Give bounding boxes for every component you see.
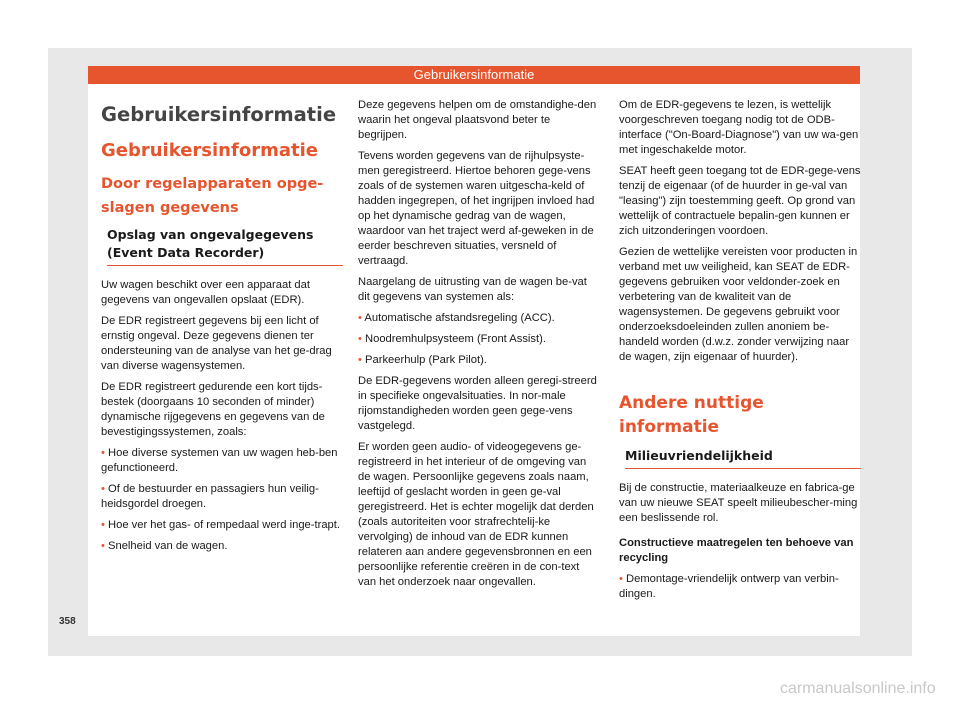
- list-item: • Parkeerhulp (Park Pilot).: [358, 354, 487, 366]
- subsection-title: Andere nuttige informatie: [619, 393, 764, 437]
- watermark: carmanualsonline.info: [780, 680, 936, 697]
- bullet-icon: •: [101, 540, 105, 552]
- list-item: • Demontage-vriendelijk ontwerp van verbin-dingen.: [619, 573, 839, 600]
- bullet-icon: •: [358, 333, 362, 345]
- bullet-icon: •: [101, 519, 105, 531]
- running-header: Gebruikersinformatie: [88, 66, 860, 84]
- subsection-title: Door regelapparaten opge-slagen gegevens: [101, 176, 324, 216]
- paragraph: De EDR registreert gedurende een kort tijds-bestek (doorgaans 10 seconden of minder) dynamische rijgegevens en gegevens van de bevestigingssystemen, zoals:: [101, 381, 325, 438]
- subheading: Constructieve maatregelen ten behoeve van recycling: [619, 537, 854, 564]
- bullet-icon: •: [358, 354, 362, 366]
- paragraph: Tevens worden gegevens van de rijhulpsyste-men geregistreerd. Hiertoe behoren gege-vens zoals of de systemen waren uitgescha-keld of hadden ingegrepen, of het ingrijpen invloed had op het dynamische gedrag van de wagen, waardoor van het traject werd af-geweken in de eerder beschreven situaties, versneld of vertraagd.: [358, 150, 595, 267]
- paragraph: Naargelang de uitrusting van de wagen be-vat dit gegevens van systemen als:: [358, 276, 587, 303]
- column-right: [619, 98, 861, 602]
- paragraph: Bij de constructie, materiaalkeuze en fabrica-ge van uw nieuwe SEAT speelt milieubescher-ming een beslissende rol.: [619, 482, 858, 524]
- list-item: • Snelheid van de wagen.: [101, 540, 228, 552]
- list-item: • Automatische afstandsregeling (ACC).: [358, 312, 555, 324]
- paragraph: De EDR registreert gegevens bij een licht of ernstig ongeval. Deze gegevens dienen ter ondersteuning van de analyse van het ge-drag van diverse wagensystemen.: [101, 315, 332, 372]
- list-item: • Noodremhulpsysteem (Front Assist).: [358, 333, 546, 345]
- bullet-icon: •: [619, 573, 623, 585]
- topic-title: Opslag van ongevalgegevens (Event Data Recorder): [107, 226, 343, 266]
- column-middle: [358, 98, 600, 590]
- paragraph: De EDR-gegevens worden alleen geregi-streerd in specifieke ongevalsituaties. In nor-male rijomstandigheden worden geen gege-vens vastgelegd.: [358, 375, 597, 432]
- paragraph: Uw wagen beschikt over een apparaat dat gegevens van ongevallen opslaat (EDR).: [101, 279, 310, 306]
- bullet-icon: •: [101, 447, 105, 459]
- paragraph: Gezien de wettelijke vereisten voor producten in verband met uw veiligheid, kan SEAT de EDR-gegevens gebruiken voor veldonder-zoek en verbetering van de kwaliteit van de wagensystemen. De gegevens gebruikt voor onderzoeksdoeleinden zullen anoniem be-handeld worden (d.w.z. zonder verwijzing naar de wagen, zijn eigenaar of huurder).: [619, 246, 858, 363]
- column-left: [101, 100, 343, 554]
- list-item: • Hoe ver het gas- of rempedaal werd inge-trapt.: [101, 519, 340, 531]
- list-item: • Hoe diverse systemen van uw wagen heb-ben gefunctioneerd.: [101, 447, 338, 474]
- paragraph: Deze gegevens helpen om de omstandighe-den waarin het ongeval plaatsvond beter te begrijpen.: [358, 99, 597, 141]
- section-title: Gebruikersinformatie: [101, 140, 318, 161]
- topic-title: Milieuvriendelijkheid: [625, 447, 861, 469]
- list-item: • Of de bestuurder en passagiers hun veilig-heidsgordel droegen.: [101, 483, 319, 510]
- paragraph: Om de EDR-gegevens te lezen, is wettelijk voorgeschreven toegang nodig tot de ODB-interface ("On-Board-Diagnose") van uw wa-gen met ingeschakelde motor.: [619, 99, 859, 156]
- paragraph: Er worden geen audio- of videogegevens ge-registreerd in het interieur of de omgeving van de wagen. Persoonlijke gegevens zoals naam, leeftijd of geslacht worden in geen ge-val geregistreerd. Het is echter mogelijk dat derden (zoals autoriteiten voor strafrechtelij-ke vervolging) de inhoud van de EDR kunnen relateren aan andere gegevensbronnen en een persoonlijke referentie creëren in de con-text van het onderzoek naar ongevallen.: [358, 441, 594, 588]
- page-number: 358: [59, 616, 76, 627]
- bullet-icon: •: [101, 483, 105, 495]
- paragraph: SEAT heeft geen toegang tot de EDR-gege-vens tenzij de eigenaar (of de huurder in ge-val van "leasing") zijn toestemming geeft. Op grond van wettelijk of contractuele bepalin-gen kunnen er zich uitzonderingen voordoen.: [619, 165, 861, 237]
- chapter-title: Gebruikersinformatie: [101, 103, 337, 126]
- bullet-icon: •: [358, 312, 362, 324]
